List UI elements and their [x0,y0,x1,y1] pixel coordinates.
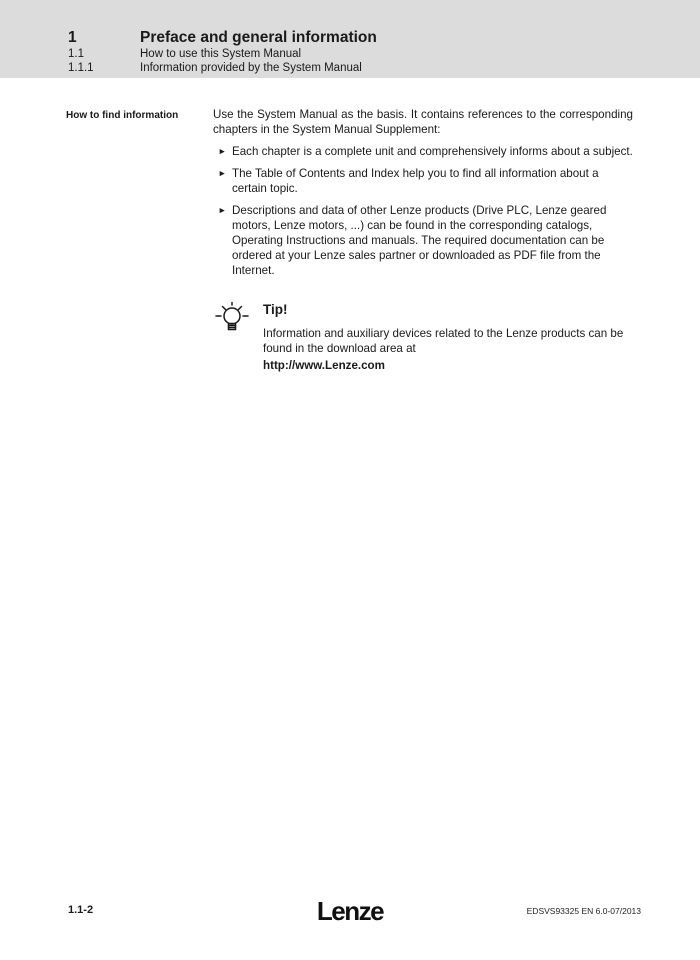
header-row-subsection [68,62,362,74]
list-item [213,203,633,278]
tip-title: Tip! [263,302,288,317]
list-item [213,144,633,159]
tip-block [213,299,633,373]
tip-content [263,299,633,373]
chapter-header [0,0,700,78]
tip-text: Information and auxiliary devices related to the Lenze products can be found in the download area at [263,327,624,355]
margin-note-label: How to find information [66,110,179,121]
footer-page-number: 1.1-2 [68,904,94,916]
list-item [213,166,633,196]
bullet-arrow-icon: ► [218,205,227,215]
bullet-arrow-icon: ► [218,146,227,156]
lenze-logo: Lenze [316,896,384,926]
header-row-chapter [68,29,377,47]
bullet-arrow-icon: ► [218,168,227,178]
list-item-text: Descriptions and data of other Lenze products (Drive PLC, Lenze geared motors, Lenze motors, ...) can be found in the corresponding catalogs, Operating Instructions and manuals. The required documentation can be ordered at your Lenze sales partner or downloaded as PDF file from the Internet. [232,204,607,277]
section-number: 1.1 [68,48,84,60]
lightbulb-icon [213,299,263,373]
chapter-number: 1 [68,29,77,46]
section-title: How to use this System Manual [140,48,302,60]
header-row-section [68,48,301,60]
body-column [213,107,633,373]
list-item-text: The Table of Contents and Index help you to find all information about a certain topic. [232,167,599,195]
list-item-text: Each chapter is a complete unit and comprehensively informs about a subject. [232,145,633,158]
intro-paragraph: Use the System Manual as the basis. It contains references to the corresponding chapters in the System Manual Supplement: [213,108,633,136]
subsection-number: 1.1.1 [68,62,94,74]
lenze-website-link[interactable]: http://www.Lenze.com [263,359,385,372]
subsection-title: Information provided by the System Manual [140,62,362,74]
chapter-title: Preface and general information [140,29,377,46]
footer-document-code: EDSVS93325 EN 6.0-07/2013 [526,906,641,916]
